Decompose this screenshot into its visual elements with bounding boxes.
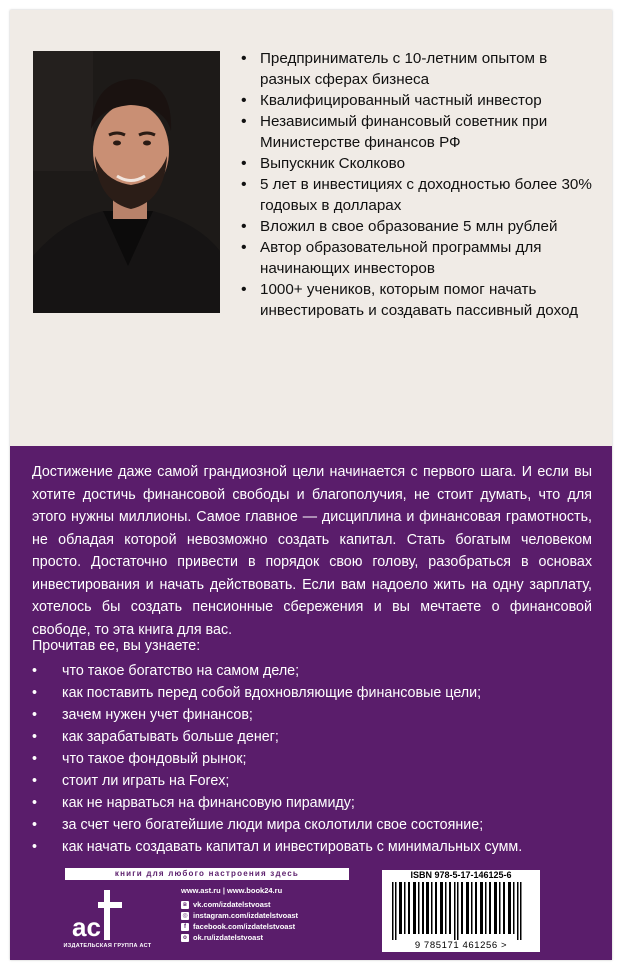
barcode-number: 9 785171 461256 > bbox=[414, 940, 508, 951]
website-links[interactable]: www.ast.ru | www.book24.ru bbox=[181, 886, 283, 895]
social-link-instagram[interactable]: ◎ instagram.com/izdatelstvoast bbox=[182, 911, 299, 920]
ast-logo-icon bbox=[70, 884, 136, 950]
ok-icon: o bbox=[181, 934, 189, 942]
barcode-icon bbox=[390, 882, 532, 940]
logo-text: ac bbox=[72, 912, 101, 942]
isbn-text: ISBN 978-5-17-146125-6 bbox=[410, 870, 512, 880]
author-photo bbox=[33, 51, 220, 313]
bio-item: • 1000+ учеников, которым помог начать инвестировать и создавать пассивный доход bbox=[238, 279, 598, 321]
learn-item: • что такое богатство на самом деле; bbox=[32, 660, 592, 682]
learn-item: • как не нарваться на финансовую пирамиду; bbox=[32, 792, 592, 814]
instagram-icon: ◎ bbox=[182, 912, 188, 919]
learn-item: • стоит ли играть на Forex; bbox=[32, 770, 592, 792]
learn-item: • зачем нужен учет финансов; bbox=[32, 704, 592, 726]
learn-item: • что такое фондовый рынок; bbox=[32, 748, 592, 770]
bio-item: • Квалифицированный частный инвестор bbox=[238, 90, 598, 111]
bio-item: • Независимый финансовый советник при Министерстве финансов РФ bbox=[238, 111, 598, 153]
social-link-ok[interactable]: o ok.ru/izdatelstvoast bbox=[181, 932, 298, 943]
description-section bbox=[10, 446, 612, 860]
publisher-strip bbox=[10, 860, 612, 960]
bio-item: • Автор образовательной программы для начинающих инвесторов bbox=[238, 237, 598, 279]
author-bio-list bbox=[238, 48, 598, 321]
book-description: Достижение даже самой грандиозной цели начинается с первого шага. И если вы хотите достичь финансовой свободы и благополучия, не стоит думать, что для этого нужны миллионы. Самое главное — дисциплина и финансовая грамотность, не обладая которой невозможно создать капитал. Стать богатым человеком просто. Достаточно привести в порядок свою голову, разобраться в основах инвестирования и начать действовать. Если вам надоело жить на одну зарплату, хотелось бы создать пенсионные сбережения и вы мечтаете о финансовой свободе, то эта книга для вас. bbox=[32, 464, 592, 638]
learn-item: • за счет чего богатейшие люди мира сколотили свое состояние; bbox=[32, 814, 592, 836]
publisher-links bbox=[181, 885, 298, 943]
social-link-facebook[interactable]: f facebook.com/izdatelstvoast bbox=[181, 921, 298, 932]
bio-item: • 5 лет в инвестициях с доходностью более 30% годовых в долларах bbox=[238, 174, 598, 216]
bio-item: • Предприниматель с 10-летним опытом в разных сферах бизнеса bbox=[238, 48, 598, 90]
learn-heading: Прочитав ее, вы узнаете: bbox=[32, 638, 201, 654]
tagline: книги для любого настроения здесь bbox=[65, 868, 349, 880]
learn-item: • как начать создавать капитал и инвестировать с минимальных сумм. bbox=[32, 836, 592, 858]
author-portrait-image bbox=[33, 51, 220, 313]
vk-icon: в bbox=[181, 901, 189, 909]
isbn-barcode bbox=[382, 870, 540, 952]
social-link-vk[interactable]: в vk.com/izdatelstvoast bbox=[181, 899, 298, 910]
learn-item: • как поставить перед собой вдохновляющие финансовые цели; bbox=[32, 682, 592, 704]
book-back-cover bbox=[10, 10, 612, 960]
facebook-icon: f bbox=[181, 923, 189, 931]
learn-list bbox=[32, 660, 592, 858]
author-section bbox=[10, 10, 612, 446]
bio-item: • Вложил в свое образование 5 млн рублей bbox=[238, 216, 598, 237]
publisher-name: ИЗДАТЕЛЬСКАЯ ГРУППА АСТ bbox=[63, 943, 152, 949]
learn-item: • как зарабатывать больше денег; bbox=[32, 726, 592, 748]
bio-item: • Выпускник Сколково bbox=[238, 153, 598, 174]
